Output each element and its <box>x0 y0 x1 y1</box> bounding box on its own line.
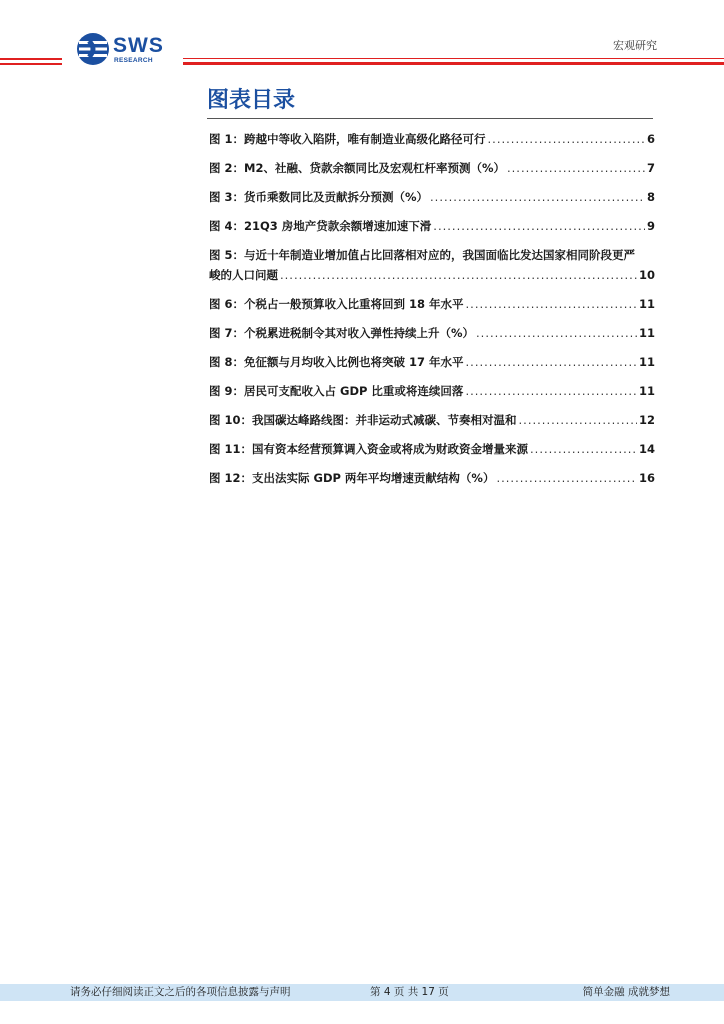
toc-entry-7[interactable] <box>209 325 655 341</box>
toc-entry-page: 11 <box>638 297 655 311</box>
toc-leader-dots <box>466 296 637 312</box>
toc-entry-label: 图 12：支出法实际 GDP 两年平均增速贡献结构（%） <box>209 471 495 485</box>
toc-entry-2[interactable] <box>209 160 655 176</box>
toc-entry-page: 11 <box>638 326 655 340</box>
toc-entry-1[interactable] <box>209 131 655 147</box>
toc-leader-dots <box>476 325 637 341</box>
toc-entry-9[interactable] <box>209 383 655 399</box>
footer-band <box>0 984 724 1001</box>
toc-entry-label: 图 1：跨越中等收入陷阱，唯有制造业高级化路径可行 <box>209 132 486 146</box>
header-rule-left-top <box>0 58 62 60</box>
toc-entry-page: 12 <box>638 413 655 427</box>
toc-leader-dots <box>430 189 645 205</box>
toc-entry-3[interactable] <box>209 189 655 205</box>
toc-entry-10[interactable] <box>209 412 655 428</box>
section-label: 宏观研究 <box>613 39 657 52</box>
toc-leader-dots <box>530 441 637 457</box>
toc-entry-label-line2: 峻的人口问题 <box>209 268 278 282</box>
toc-leader-dots <box>465 383 637 399</box>
toc-entry-label: 图 11：国有资本经营预算调入资金或将成为财政资金增量来源 <box>209 442 529 456</box>
toc-entry-label: 图 6：个税占一般预算收入比重将回到 18 年水平 <box>209 297 464 311</box>
toc-entry-page: 10 <box>638 268 655 282</box>
toc-entry-6[interactable] <box>209 296 655 312</box>
toc-entry-label: 图 4：21Q3 房地产贷款余额增速加速下滑 <box>209 219 432 233</box>
sws-logo-icon <box>76 32 110 66</box>
header-rule-right-thick <box>183 62 724 65</box>
toc-entry-5[interactable] <box>209 247 655 283</box>
toc-entry-page: 6 <box>646 132 655 146</box>
toc-entry-page: 9 <box>646 219 655 233</box>
footer-disclaimer: 请务必仔细阅读正文之后的各项信息披露与声明 <box>70 986 291 998</box>
toc-leader-dots <box>507 160 645 176</box>
toc-entry-page: 7 <box>646 161 655 175</box>
header-rule-left-bottom <box>0 63 62 65</box>
toc-entry-11[interactable] <box>209 441 655 457</box>
toc-entry-page: 11 <box>638 355 655 369</box>
toc-entry-label: 图 9：居民可支配收入占 GDP 比重或将连续回落 <box>209 384 464 398</box>
toc-title: 图表目录 <box>207 88 296 113</box>
toc-leader-dots <box>280 267 637 283</box>
toc-entry-8[interactable] <box>209 354 655 370</box>
toc-entry-label-line1: 图 5：与近十年制造业增加值占比回落相对应的，我国面临比发达国家相同阶段更严 <box>209 248 636 262</box>
toc-leader-dots <box>488 131 645 147</box>
toc-entry-page: 16 <box>638 471 655 485</box>
toc-entry-4[interactable] <box>209 218 655 234</box>
header-rule-right-thin <box>183 58 724 59</box>
toc-entry-page: 11 <box>638 384 655 398</box>
toc-leader-dots <box>496 470 637 486</box>
toc-leader-dots <box>433 218 645 234</box>
toc-entry-12[interactable] <box>209 470 655 486</box>
toc-title-underline <box>207 118 653 119</box>
footer-slogan: 简单金融 成就梦想 <box>582 986 670 998</box>
toc-entry-label: 图 8：免征额与月均收入比例也将突破 17 年水平 <box>209 355 464 369</box>
sws-logo <box>76 32 176 68</box>
toc-entry-label: 图 3：货币乘数同比及贡献拆分预测（%） <box>209 190 429 204</box>
logo-wordmark: SWS <box>113 34 164 57</box>
toc-entry-label: 图 10：我国碳达峰路线图：并非运动式减碳、节奏相对温和 <box>209 413 517 427</box>
toc-leader-dots <box>519 412 637 428</box>
footer-page-info: 第 4 页 共 17 页 <box>370 986 449 998</box>
toc-entry-label: 图 7：个税累进税制令其对收入弹性持续上升（%） <box>209 326 475 340</box>
toc-entry-page: 8 <box>646 190 655 204</box>
toc-entry-label: 图 2：M2、社融、贷款余额同比及宏观杠杆率预测（%） <box>209 161 505 175</box>
toc-entry-page: 14 <box>638 442 655 456</box>
toc-leader-dots <box>466 354 637 370</box>
logo-subtitle: RESEARCH <box>114 57 153 64</box>
